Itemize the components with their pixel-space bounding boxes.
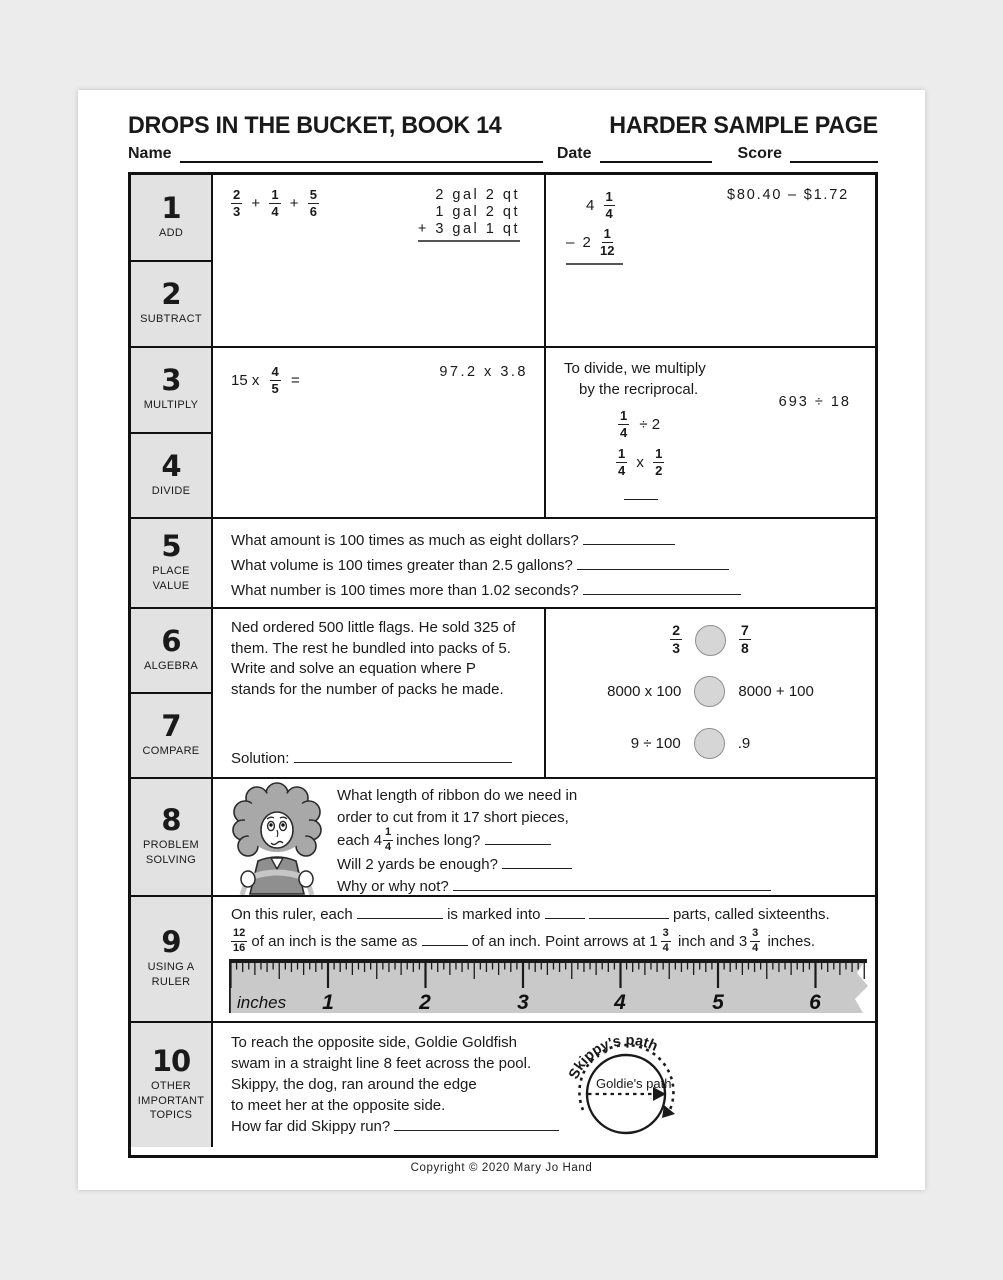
pool-paths-diagram <box>563 1028 699 1146</box>
cell-subtract-problems <box>546 175 875 346</box>
answer-blank <box>485 831 551 845</box>
ruler-inches-label: inches <box>237 993 287 1012</box>
sidebar-item-using-a-ruler: 9 USING A RULER <box>147 925 195 988</box>
page-header <box>128 112 878 140</box>
worksheet-page <box>78 90 925 1190</box>
sidebar-item-problem-solving: 8 PROBLEM SOLVING <box>143 803 199 866</box>
sidebar-item-multiply: 3 MULTIPLY <box>143 363 199 412</box>
cell-divide-problems <box>546 348 875 517</box>
row-place-value <box>131 517 875 607</box>
cell-add-problems <box>213 175 546 346</box>
ribbon-problem-text: What length of ribbon do we need in order to cut from it 17 short pieces, each 4 $\frac{1}{4}$ inches long? Will 2 yards be enough? Why or why not? <box>337 785 771 897</box>
cell-compare-problems <box>546 609 875 777</box>
compare-item-operations: 8000 x 100 8000 + 100 <box>546 676 875 707</box>
svg-text:2: 2 <box>419 991 431 1014</box>
answer-blank <box>422 932 468 946</box>
cell-problem-solving <box>213 779 875 895</box>
ruler-illustration <box>229 959 871 1015</box>
row-algebra-compare <box>131 607 875 777</box>
row-other-topics <box>131 1021 875 1147</box>
solution-blank <box>294 749 512 763</box>
answer-blank <box>545 905 585 919</box>
svg-text:4: 4 <box>614 991 626 1014</box>
row-add-subtract <box>131 175 875 346</box>
place-value-question-1: What amount is 100 times as much as eight dollars? <box>231 528 875 553</box>
row-multiply-divide <box>131 346 875 517</box>
fraction-multiplication-problem: 15 x $\frac{4}{5}$ = <box>231 364 300 396</box>
sidebar-item-algebra: 6 ALGEBRA <box>143 624 199 673</box>
girl-illustration <box>227 782 327 895</box>
sidebar-algebra-compare <box>131 609 213 777</box>
fraction-multiply-expression: $\frac{1}{4}$ x $\frac{1}{2}$ <box>618 446 663 478</box>
sidebar-place-value <box>131 519 213 607</box>
svg-text:3: 3 <box>517 991 529 1014</box>
fraction-divide-expression: $\frac{1}{4}$ ÷ 2 <box>620 408 661 440</box>
money-subtraction-problem: $80.40 – $1.72 <box>727 187 849 203</box>
sidebar-item-divide: 4 DIVIDE <box>131 432 211 518</box>
sidebar-item-place-value: 5 PLACE VALUE <box>152 529 190 592</box>
sidebar-item-add: 1 ADD <box>158 190 184 239</box>
divide-note-line2: by the recriprocal. <box>579 381 699 398</box>
cell-place-value-questions <box>213 519 875 607</box>
place-value-question-3: What number is 100 times more than 1.02 seconds? <box>231 578 875 603</box>
pool-problem-text: To reach the opposite side, Goldie Goldfish swam in a straight line 8 feet across the pool. Skippy, the dog, ran around the edge to meet her at the opposite side. How far did Skippy run? <box>231 1032 559 1137</box>
ruler-question-line1: On this ruler, each is marked into parts, called sixteenths. <box>231 906 830 923</box>
cell-ruler <box>213 897 875 1021</box>
copyright-footer: Copyright © 2020 Mary Jo Hand <box>410 1162 593 1174</box>
answer-blank <box>583 581 741 595</box>
solution-line: Solution: <box>231 749 512 767</box>
gallon-addition-problem: 2 gal 2 qt 1 gal 2 qt + 3 gal 1 qt <box>418 187 520 242</box>
divide-note-line1: To divide, we multiply <box>564 360 706 377</box>
svg-text:5: 5 <box>712 991 724 1014</box>
date-blank <box>600 145 712 163</box>
answer-blank <box>583 531 675 545</box>
divide-answer-blank <box>624 486 658 500</box>
algebra-problem-text: Ned ordered 500 little flags. He sold 325 of them. The rest he bundled into packs of 5. Write and solve an equation where P stands for the number of packs he made. <box>231 619 516 698</box>
cell-algebra-word-problem <box>213 609 546 777</box>
answer-blank <box>453 877 771 891</box>
sample-page-title: HARDER SAMPLE PAGE <box>609 112 878 139</box>
comparison-circle <box>695 625 726 656</box>
row-using-a-ruler <box>131 895 875 1021</box>
sidebar-multiply-divide <box>131 348 213 517</box>
svg-text:1: 1 <box>322 991 334 1014</box>
cell-pool-problem <box>213 1023 875 1147</box>
row-problem-solving <box>131 777 875 895</box>
sidebar-item-compare: 7 COMPARE <box>131 692 211 777</box>
score-label: Score <box>737 145 782 162</box>
answer-blank <box>589 905 669 919</box>
ruler-question-line2: $\frac{12}{16}$ of an inch is the same as of an inch. Point arrows at 1 $\frac{3}{4}$ inch and 3 $\frac{3}{4}$ inches. <box>233 927 815 954</box>
sidebar-using-a-ruler <box>131 897 213 1021</box>
name-label: Name <box>128 145 172 162</box>
svg-text:6: 6 <box>809 991 821 1014</box>
skippy-path-label: Skippy's path <box>566 1032 661 1082</box>
comparison-circle <box>694 676 725 707</box>
sidebar-problem-solving <box>131 779 213 895</box>
cell-multiply-problems <box>213 348 546 517</box>
comparison-circle <box>694 728 725 759</box>
name-date-score-line <box>128 145 878 163</box>
sidebar-other-topics <box>131 1023 213 1147</box>
goldie-path-label: Goldie's path <box>596 1076 672 1091</box>
decimal-multiplication-problem: 97.2 x 3.8 <box>439 364 528 380</box>
sidebar-item-subtract: 2 SUBTRACT <box>131 260 211 347</box>
mixed-number-subtraction: 4 $\frac{1}{4}$ – 2 $\frac{1}{12}$ <box>566 191 623 265</box>
score-blank <box>790 145 878 163</box>
book-title: DROPS IN THE BUCKET, BOOK 14 <box>128 112 502 139</box>
sidebar-add-subtract <box>131 175 213 346</box>
answer-blank <box>394 1117 559 1131</box>
date-label: Date <box>556 145 592 162</box>
fraction-sum-problem: $\frac{2}{3}$ + $\frac{1}{4}$ + $\frac{5}{6}$ <box>233 187 317 219</box>
place-value-question-2: What volume is 100 times greater than 2.5 gallons? <box>231 553 875 578</box>
sidebar-item-other-topics: 10 OTHER IMPORTANT TOPICS <box>137 1043 205 1122</box>
name-blank <box>180 145 543 163</box>
answer-blank <box>502 855 572 869</box>
long-division-problem: 693 ÷ 18 <box>778 394 851 410</box>
answer-blank <box>357 905 443 919</box>
compare-item-fractions: $\frac{2}{3}$ $\frac{7}{8}$ <box>672 622 749 656</box>
worksheet-grid <box>128 172 878 1158</box>
compare-item-decimal: 9 ÷ 100 .9 <box>546 728 875 759</box>
answer-blank <box>577 556 729 570</box>
